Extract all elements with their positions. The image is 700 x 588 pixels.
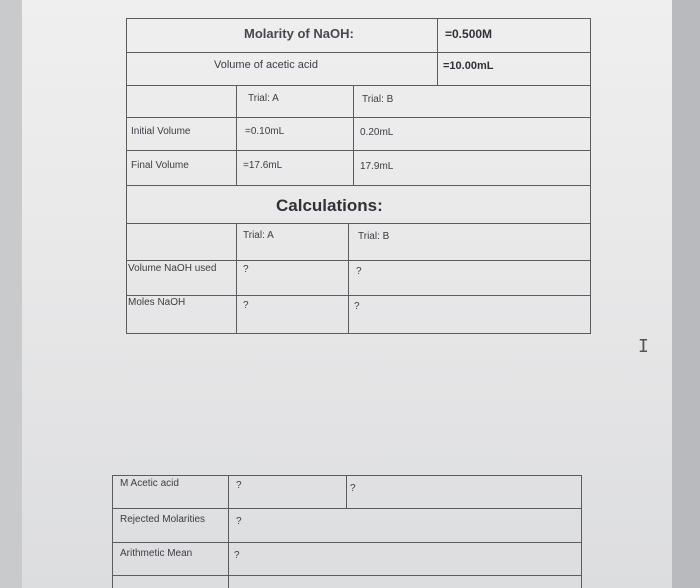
row-label-final-volume: Final Volume [131, 160, 189, 171]
final-volume-trial-a: =17.6mL [243, 160, 283, 171]
volume-naoh-trial-a: ? [243, 264, 249, 275]
column-divider [353, 85, 354, 185]
calc-trial-a-header: Trial: A [243, 230, 274, 241]
row-label-moles-naoh: Moles NaOH [128, 297, 186, 308]
row-divider [126, 85, 591, 86]
calc-trial-b-header: Trial: B [358, 231, 390, 242]
initial-volume-trial-b: 0.20mL [360, 127, 394, 138]
data-table [126, 18, 591, 334]
row-divider [126, 52, 591, 53]
volume-value: =10.00mL [443, 60, 494, 72]
row-divider [126, 117, 591, 118]
arithmetic-mean-value: ? [234, 550, 240, 561]
column-divider [346, 475, 347, 508]
rejected-molarities-value: ? [236, 516, 242, 527]
moles-naoh-trial-a: ? [243, 300, 249, 311]
m-acetic-acid-trial-b: ? [350, 483, 356, 494]
row-divider [126, 150, 591, 151]
volume-naoh-trial-b: ? [356, 266, 362, 277]
row-label-arithmetic-mean: Arithmetic Mean [120, 548, 193, 559]
row-label-initial-volume: Initial Volume [131, 126, 191, 137]
row-divider [112, 542, 582, 543]
trial-a-header: Trial: A [248, 93, 279, 104]
text-cursor-icon: I [638, 336, 649, 357]
row-label-volume-naoh-used: Volume NaOH used [128, 263, 217, 274]
column-divider [228, 475, 229, 588]
row-label-rejected-molarities: Rejected Molarities [120, 514, 206, 525]
row-divider [126, 260, 591, 261]
row-divider [126, 223, 591, 224]
moles-naoh-trial-b: ? [354, 301, 360, 312]
trial-b-header: Trial: B [362, 94, 394, 105]
row-divider [126, 295, 591, 296]
row-divider [126, 185, 591, 186]
volume-label: Volume of acetic acid [214, 59, 318, 71]
column-divider [437, 18, 438, 85]
m-acetic-acid-trial-a: ? [236, 480, 242, 491]
row-label-m-acetic-acid: M Acetic acid [120, 478, 179, 489]
initial-volume-trial-a: =0.10mL [245, 126, 285, 137]
column-divider [236, 85, 237, 185]
results-table [112, 475, 582, 588]
calculations-title: Calculations: [276, 196, 383, 215]
row-divider [112, 508, 582, 509]
row-divider [112, 575, 582, 576]
column-divider [236, 223, 237, 334]
column-divider [348, 223, 349, 334]
molarity-label: Molarity of NaOH: [244, 26, 354, 41]
final-volume-trial-b: 17.9mL [360, 161, 394, 172]
background-strip [672, 0, 700, 588]
molarity-value: =0.500M [445, 27, 493, 41]
